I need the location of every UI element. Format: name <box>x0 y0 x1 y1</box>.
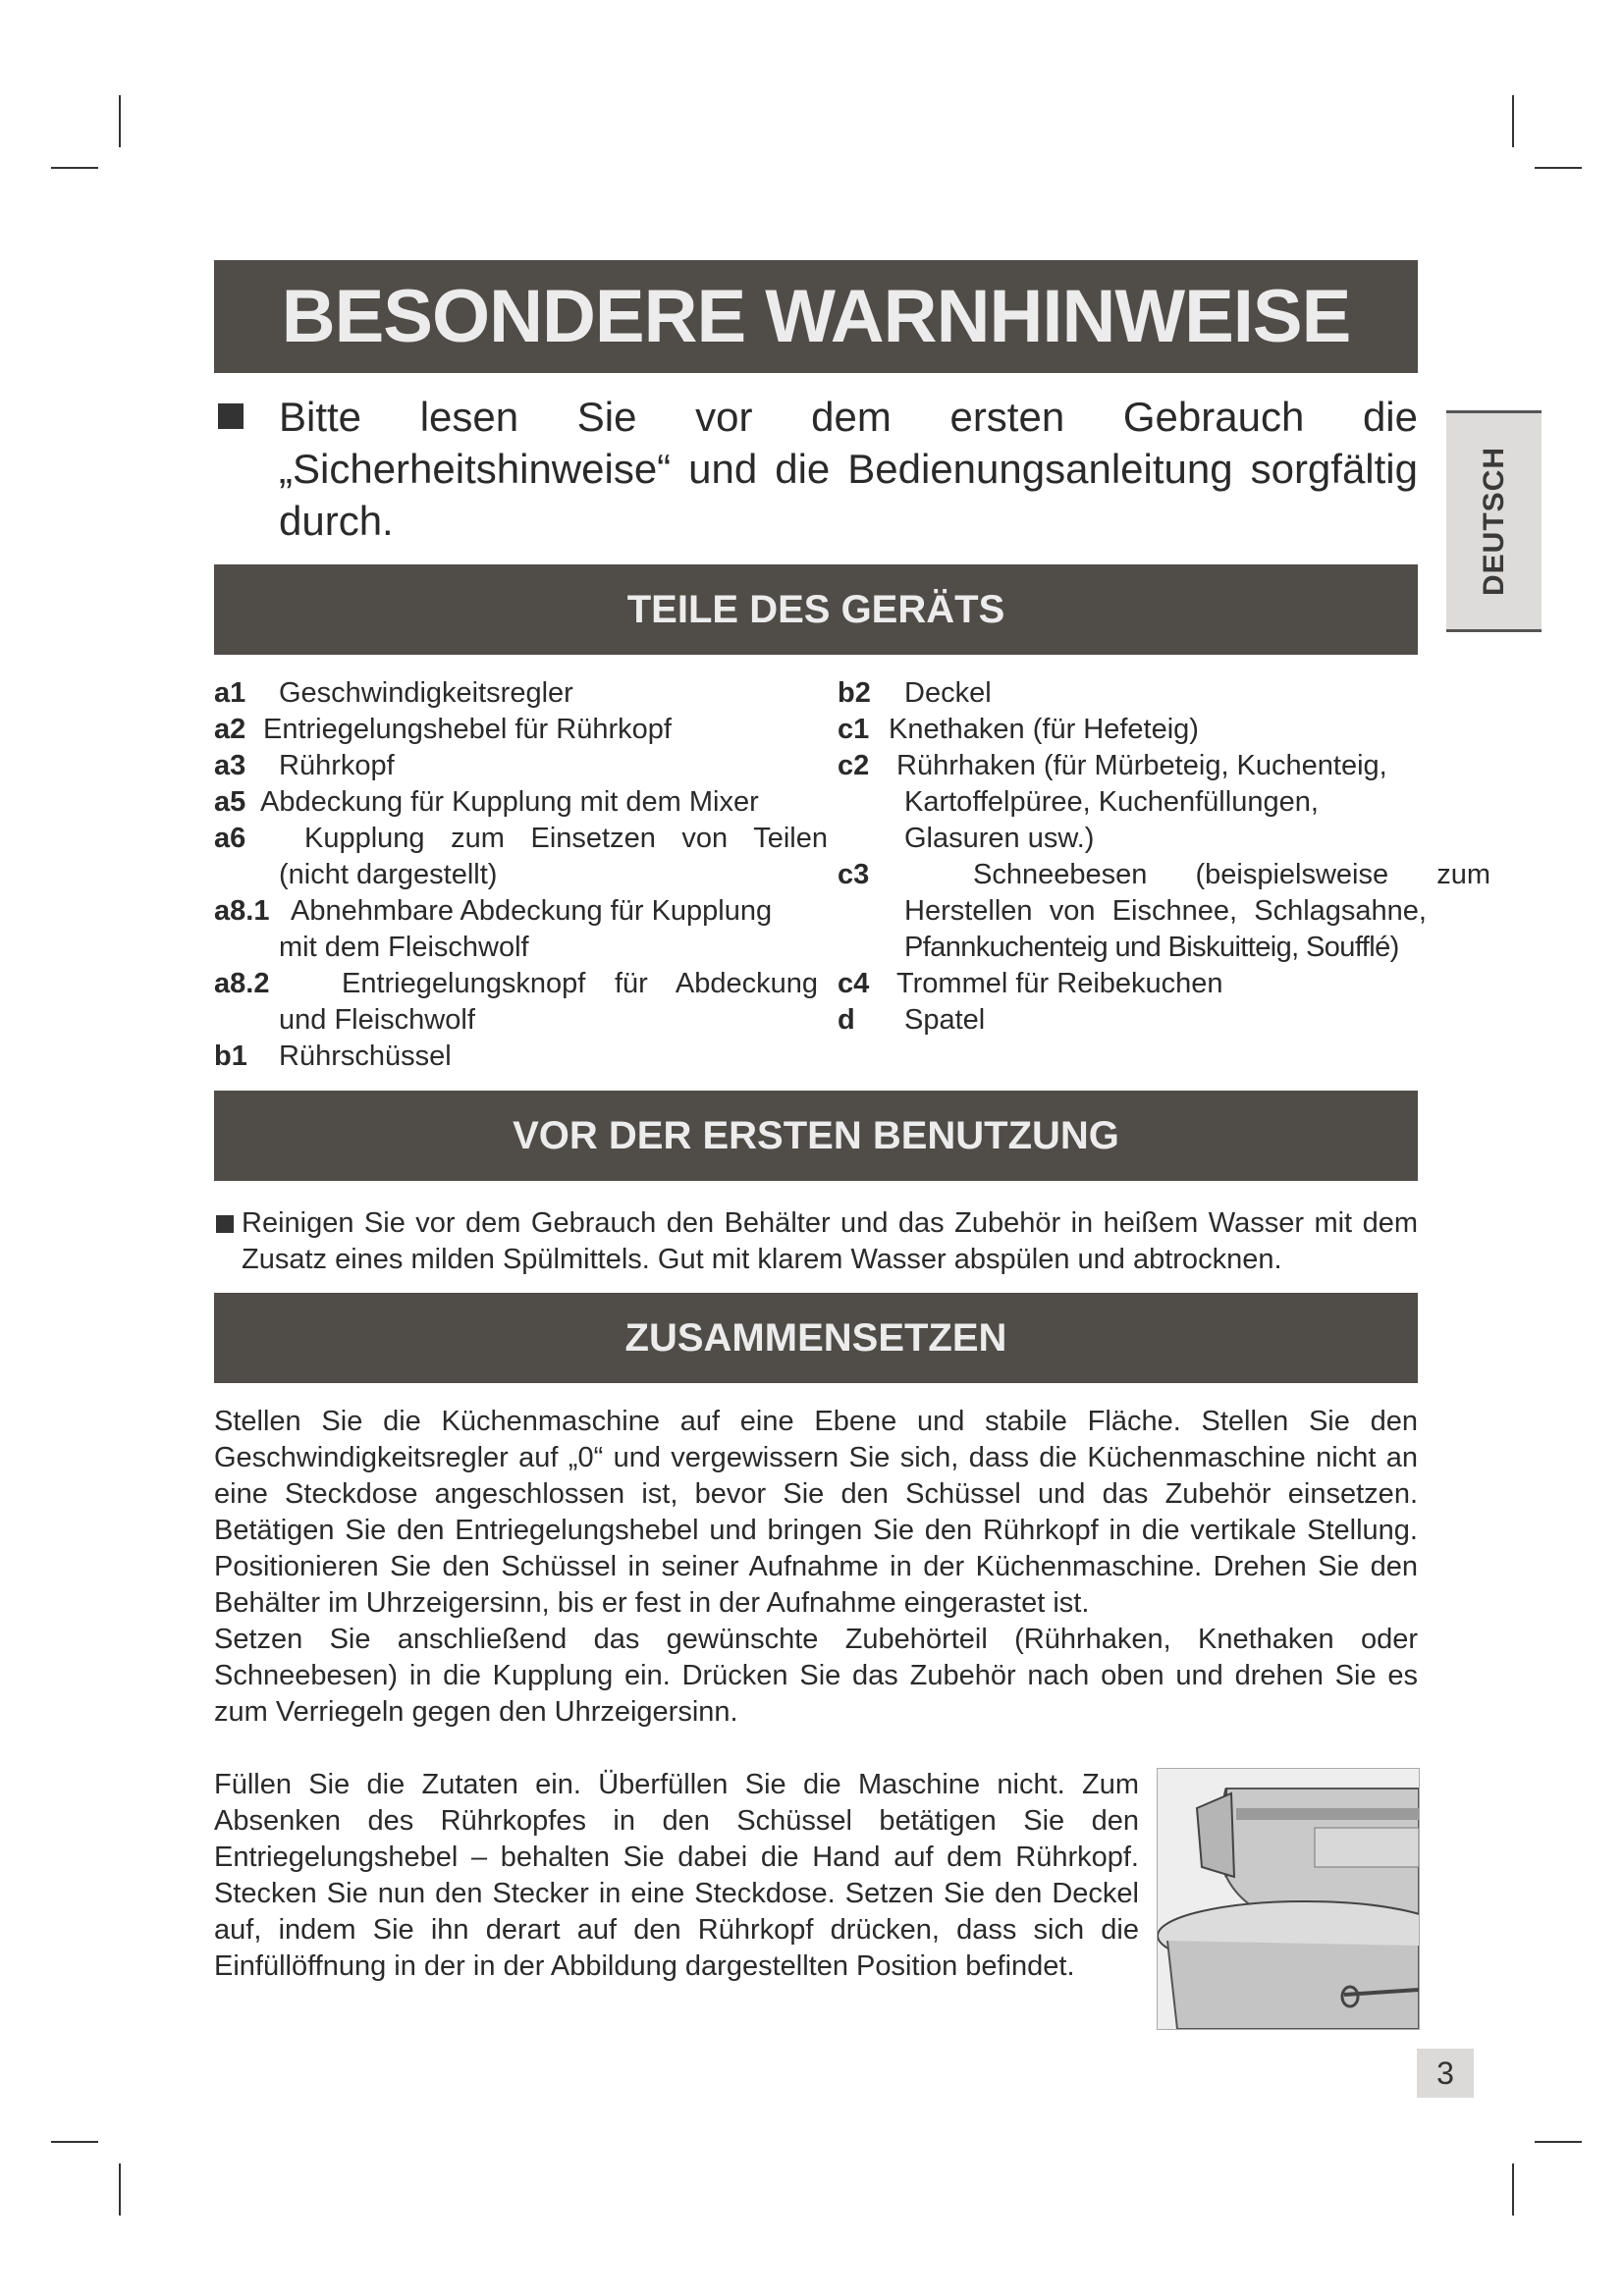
part-code: b2 <box>838 677 871 709</box>
part-text: Entriegelungshebel für Rührkopf <box>263 714 672 745</box>
part-item <box>838 675 1490 712</box>
part-text: Trommel für Reibekuchen <box>896 968 1223 999</box>
part-text: Knethaken (für Hefeteig) <box>889 714 1199 745</box>
part-item-continued <box>214 930 828 966</box>
part-code: a8.1 <box>214 895 270 927</box>
assembly-paragraph-1: Stellen Sie die Küchenmaschine auf eine Ebene und stabile Fläche. Stellen Sie den Geschwindigkeitsregler auf „0“ und vergewissern Sie sich, dass die Küchenmaschine nicht an eine Steckdose angeschlossen ist, bevor Sie den Schüssel und das Zubehör einsetzen. Betätigen Sie den Entriegelungshebel und bringen Sie den Rührkopf in die vertikale Stellung. Positionieren Sie den Schüssel in seiner Aufnahme in der Küchenmaschine. Drehen Sie den Behälter im Uhrzeigersinn, bis er fest in der Aufnahme eingerastet ist. <box>214 1406 1418 1619</box>
part-code: a1 <box>214 677 246 709</box>
intro-text: Bitte lesen Sie vor dem ersten Gebrauch die „Sicherheitshinweise“ und die Bedienungsanleitung sorgfältig durch. <box>279 394 1418 544</box>
part-item <box>838 748 1490 784</box>
part-text: Entriegelungsknopf für Abdeckung <box>342 968 818 999</box>
assembly-paragraph-3: Füllen Sie die Zutaten ein. Überfüllen Sie die Maschine nicht. Zum Absenken des Rührkopfes in den Schüssel betätigen Sie den Entriegelungshebel – behalten Sie dabei die Hand auf dem Rührkopf. Stecken Sie nun den Stecker in eine Steckdose. Setzen Sie den Deckel auf, indem Sie ihn derart auf den Rührkopf drücken, dass sich die Einfüllöffnung in der in der Abbildung dargestellten Position befindet. <box>214 1769 1139 1982</box>
part-item-continued <box>838 893 1427 930</box>
intro-block <box>214 391 1418 547</box>
parts-list-right <box>838 675 1490 1039</box>
crop-mark <box>51 167 98 169</box>
first-use-block <box>214 1205 1418 1278</box>
part-text: Deckel <box>904 677 992 709</box>
part-item <box>838 1002 1490 1039</box>
first-use-text: Reinigen Sie vor dem Gebrauch den Behälter und das Zubehör in heißem Wasser mit dem Zusatz eines milden Spülmittels. Gut mit klarem Wasser abspülen und abtrocknen. <box>242 1207 1418 1275</box>
part-text: Kupplung zum Einsetzen von Teilen <box>304 823 828 854</box>
mixer-illustration <box>1157 1768 1420 2030</box>
part-code: a8.2 <box>214 968 270 999</box>
part-item <box>214 1039 828 1075</box>
part-code: c4 <box>838 968 870 999</box>
part-item <box>838 966 1490 1002</box>
crop-mark <box>1512 95 1514 147</box>
part-code: c1 <box>838 714 870 745</box>
part-text: Schneebesen (beispielsweise zum <box>973 859 1490 890</box>
part-item <box>838 712 1490 748</box>
part-text: Herstellen von Eischnee, Schlagsahne, <box>904 895 1427 927</box>
part-text: mit dem Fleischwolf <box>279 932 529 963</box>
part-item <box>214 748 828 784</box>
section-heading-assembly: ZUSAMMENSETZEN <box>214 1293 1418 1383</box>
section-heading-first-use: VOR DER ERSTEN BENUTZUNG <box>214 1091 1418 1181</box>
part-code: a5 <box>214 786 246 818</box>
mixer-drawing <box>1158 1769 1419 2029</box>
part-item-continued <box>838 784 1490 821</box>
part-text: Abnehmbare Abdeckung für Kupplung <box>291 895 773 927</box>
part-item-continued <box>838 930 1490 966</box>
part-text: Glasuren usw.) <box>904 823 1095 854</box>
crop-mark <box>1512 2163 1514 2216</box>
part-text: Rührhaken (für Mürbeteig, Kuchenteig, <box>896 750 1387 781</box>
crop-mark <box>1535 2141 1582 2143</box>
part-item <box>838 857 1490 893</box>
part-item-continued <box>838 821 1490 857</box>
bullet-square-icon <box>216 1215 234 1233</box>
part-code: b1 <box>214 1041 247 1072</box>
part-item <box>214 712 828 748</box>
parts-list-left <box>214 675 828 1075</box>
part-code: c3 <box>838 859 870 890</box>
part-item <box>214 966 828 1002</box>
part-code: c2 <box>838 750 870 781</box>
part-text: Abdeckung für Kupplung mit dem Mixer <box>260 786 759 818</box>
part-item <box>214 784 828 821</box>
language-tab <box>1446 410 1542 632</box>
assembly-paragraph-2: Setzen Sie anschließend das gewünschte Zubehörteil (Rührhaken, Knethaken oder Schneebesen) in die Kupplung ein. Drücken Sie das Zubehör nach oben und drehen Sie es zum Verriegeln gegen den Uhrzeigersinn. <box>214 1624 1418 1728</box>
part-item <box>214 675 828 712</box>
crop-mark <box>119 95 121 147</box>
part-code: a6 <box>214 823 246 854</box>
section-heading-parts: TEILE DES GERÄTS <box>214 564 1418 655</box>
part-item-continued <box>214 1002 828 1039</box>
language-tab-label: DEUTSCH <box>1477 446 1510 597</box>
part-code: a2 <box>214 714 246 745</box>
part-text: Spatel <box>904 1004 986 1036</box>
page-title: BESONDERE WARNHINWEISE <box>214 260 1418 373</box>
part-item-continued <box>214 857 828 893</box>
part-code: a3 <box>214 750 246 781</box>
page-number: 3 <box>1417 2049 1474 2098</box>
part-text: Kartoffelpüree, Kuchenfüllungen, <box>904 786 1319 818</box>
part-item <box>214 821 828 857</box>
part-text: (nicht dargestellt) <box>279 859 498 890</box>
crop-mark <box>1535 167 1582 169</box>
part-text: Rührschüssel <box>279 1041 452 1072</box>
part-text: Rührkopf <box>279 750 395 781</box>
part-text: und Fleischwolf <box>279 1004 475 1036</box>
part-text: Geschwindigkeitsregler <box>279 677 573 709</box>
crop-mark <box>51 2141 98 2143</box>
part-item <box>214 893 828 930</box>
part-text: Pfannkuchenteig und Biskuitteig, Soufflé) <box>904 932 1399 963</box>
crop-mark <box>119 2163 121 2216</box>
bullet-square-icon <box>218 403 244 429</box>
part-code: d <box>838 1004 855 1036</box>
